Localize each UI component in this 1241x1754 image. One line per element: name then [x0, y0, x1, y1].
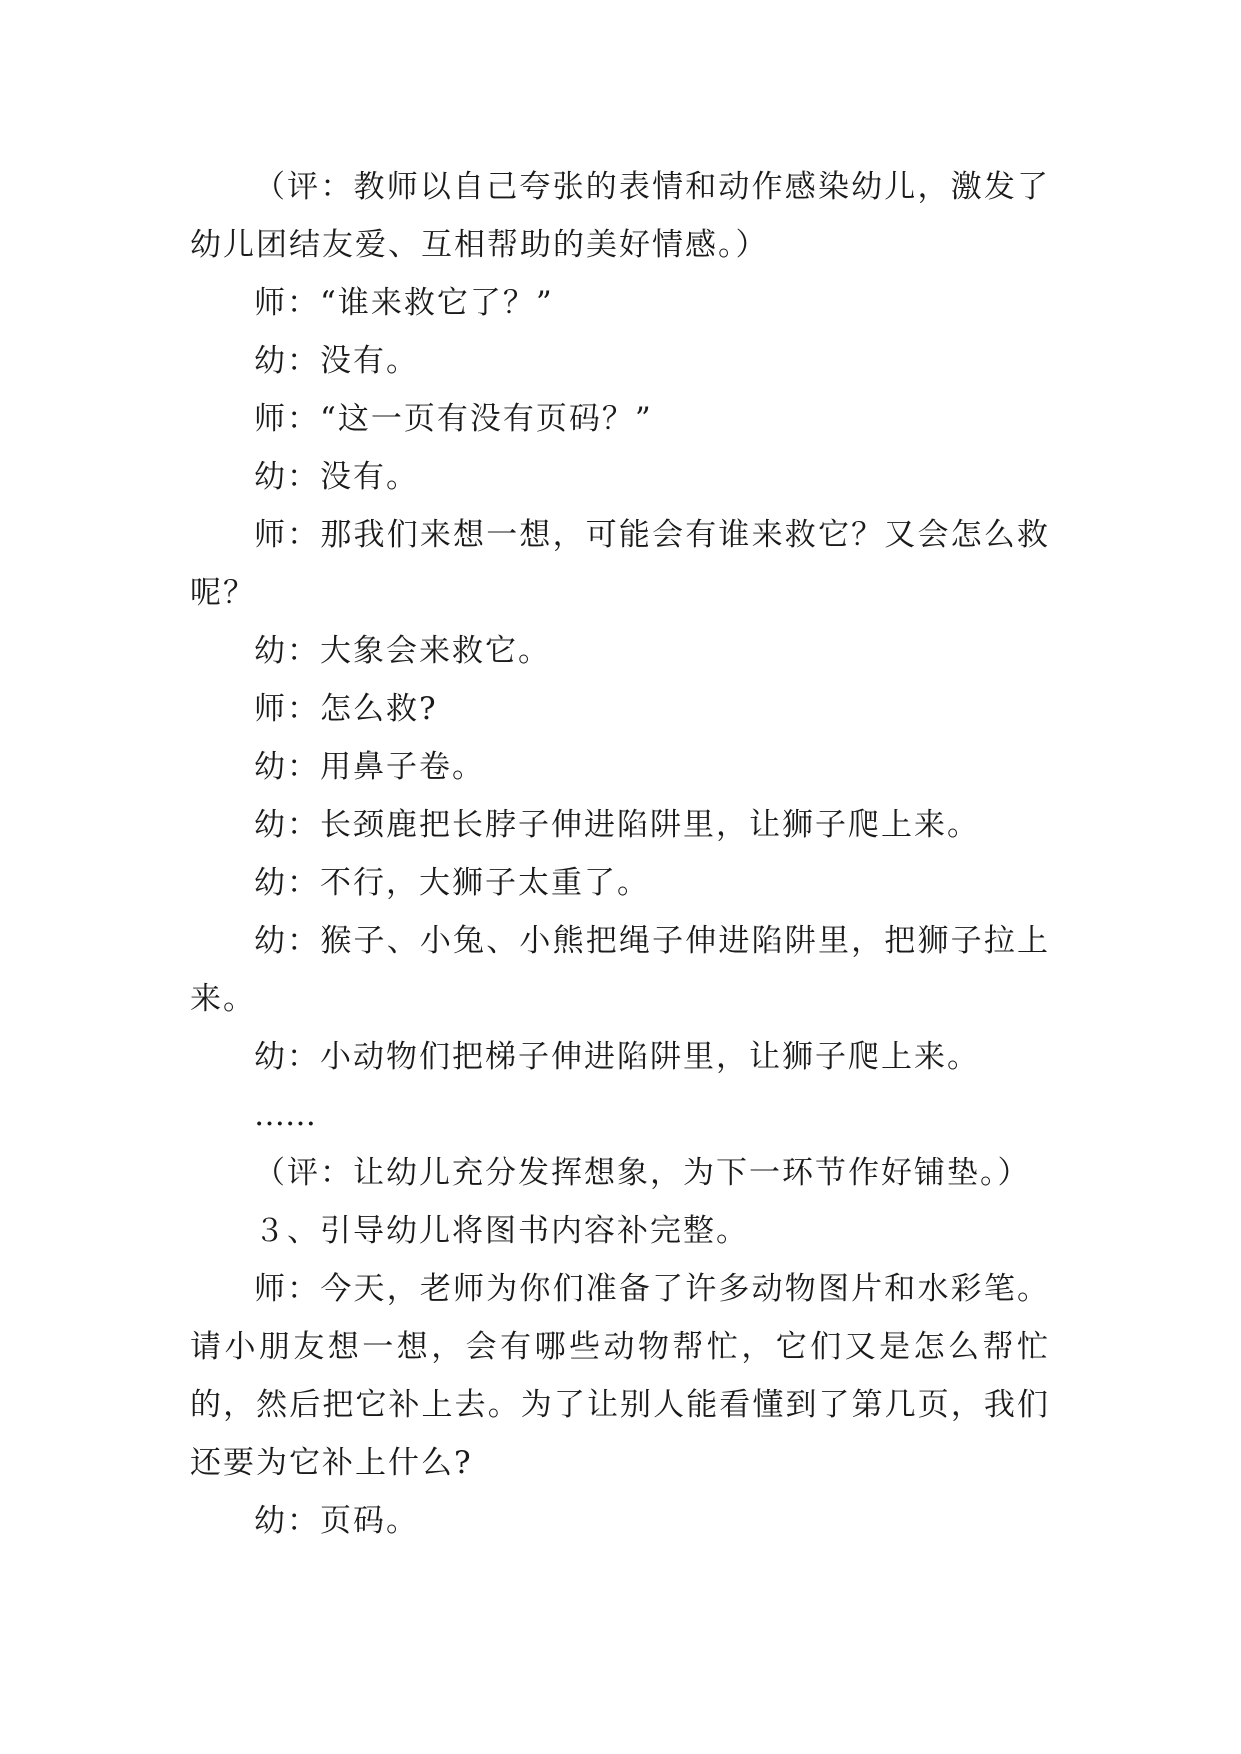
comment-paragraph: （评：教师以自己夸张的表情和动作感染幼儿，激发了幼儿团结友爱、互相帮助的美好情感。） [190, 169, 1050, 263]
comment-paragraph: （评：让幼儿充分发挥想象，为下一环节作好铺垫。） [254, 1155, 1031, 1191]
dialogue-line: 幼：不行，大狮子太重了。 [254, 865, 650, 901]
dialogue-line: 幼：没有。 [254, 459, 419, 495]
dialogue-line: 幼：猴子、小兔、小熊把绳子伸进陷阱里，把狮子拉上来。 [190, 923, 1050, 1017]
document-body [190, 158, 1050, 1550]
dialogue-line: 师：怎么救? [254, 691, 438, 727]
dialogue-line: 幼：用鼻子卷。 [254, 749, 485, 785]
dialogue-line: 师：那我们来想一想，可能会有谁来救它？又会怎么救呢？ [190, 517, 1050, 611]
dialogue-line: 幼：小动物们把梯子伸进陷阱里，让狮子爬上来。 [254, 1039, 980, 1075]
section-heading: ３、引导幼儿将图书内容补完整。 [254, 1213, 749, 1249]
dialogue-line: 幼：长颈鹿把长脖子伸进陷阱里，让狮子爬上来。 [254, 807, 980, 843]
dialogue-line: 师：“谁来救它了？” [254, 285, 554, 321]
dialogue-line: 幼：没有。 [254, 343, 419, 379]
dialogue-line: 幼：页码。 [254, 1503, 419, 1539]
ellipsis-line: …… [254, 1097, 316, 1133]
dialogue-line: 幼：大象会来救它。 [254, 633, 551, 669]
dialogue-line: 师：“这一页有没有页码？” [254, 401, 653, 437]
dialogue-line: 师：今天，老师为你们准备了许多动物图片和水彩笔。请小朋友想一想，会有哪些动物帮忙，它们又是怎么帮忙的，然后把它补上去。为了让别人能看懂到了第几页，我们还要为它补上什么? [190, 1271, 1050, 1481]
